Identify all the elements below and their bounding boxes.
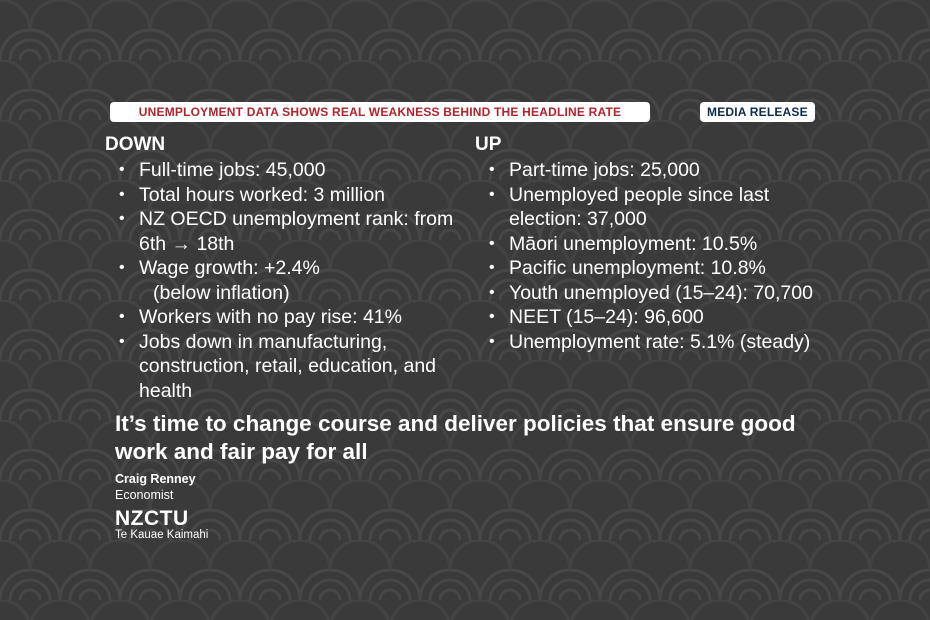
up-list-item	[487, 305, 835, 330]
up-heading: UP	[475, 134, 502, 155]
down-item-text: Wage growth: +2.4%	[139, 257, 320, 279]
down-item-text: Jobs down in manufacturing, construction, retail, education, and health	[139, 330, 437, 402]
bullet-icon: •	[489, 308, 495, 325]
bullet-icon: •	[489, 185, 495, 203]
up-item-text: Pacific unemployment: 10.8%	[509, 257, 766, 279]
headline-badge: UNEMPLOYMENT DATA SHOWS REAL WEAKNESS BEHIND THE HEADLINE RATE	[110, 102, 650, 122]
bullet-icon: •	[119, 210, 125, 227]
up-item-text: Unemployment rate: 5.1% (steady)	[509, 330, 811, 353]
down-heading: DOWN	[105, 134, 166, 155]
media-release-badge: MEDIA RELEASE	[700, 102, 815, 122]
down-list-item	[117, 330, 465, 404]
down-item-text: Full-time jobs: 45,000	[139, 159, 326, 181]
logo-wordmark: NZCTU	[115, 507, 189, 528]
down-list-item	[117, 158, 465, 183]
up-list	[475, 158, 835, 354]
author-name: Craig Renney	[115, 472, 196, 486]
up-list-item	[487, 158, 835, 183]
up-item-text: Māori unemployment: 10.5%	[509, 232, 758, 255]
bullet-icon: •	[119, 259, 125, 276]
logo-subtitle: Te Kauae Kaimahi	[115, 529, 209, 541]
down-item-text: Total hours worked: 3 million	[139, 183, 386, 206]
down-list	[105, 158, 465, 403]
up-list-item	[487, 330, 835, 355]
bullet-icon: •	[119, 332, 125, 350]
down-list-item	[117, 207, 465, 256]
up-item-text: Youth unemployed (15–24): 70,700	[509, 281, 813, 304]
down-column	[105, 132, 465, 403]
author-role: Economist	[115, 488, 174, 502]
up-item-text: Part-time jobs: 25,000	[509, 159, 700, 181]
bullet-icon: •	[489, 161, 495, 178]
up-column	[475, 132, 835, 354]
down-item-subtext: (below inflation)	[153, 281, 290, 304]
bullet-icon: •	[489, 332, 495, 350]
up-list-item	[487, 232, 835, 257]
bullet-icon: •	[489, 234, 495, 252]
down-item-text: NZ OECD unemployment rank: from 6th → 18th	[139, 208, 454, 255]
bullet-icon: •	[119, 185, 125, 203]
main-headline: It’s time to change course and deliver policies that ensure good work and fair pay for all	[115, 411, 796, 464]
nzctu-logo	[115, 506, 195, 528]
up-list-item	[487, 281, 835, 306]
up-item-text: NEET (15–24): 96,600	[509, 306, 704, 328]
bullet-icon: •	[119, 308, 125, 325]
up-list-item	[487, 183, 835, 232]
down-list-item	[117, 256, 465, 305]
down-item-text: Workers with no pay rise: 41%	[139, 306, 402, 328]
bullet-icon: •	[119, 161, 125, 178]
down-list-item	[117, 183, 465, 208]
down-list-item	[117, 305, 465, 330]
bullet-icon: •	[489, 259, 495, 276]
up-list-item	[487, 256, 835, 281]
bullet-icon: •	[489, 283, 495, 301]
up-item-text: Unemployed people since last election: 37,000	[509, 183, 770, 230]
